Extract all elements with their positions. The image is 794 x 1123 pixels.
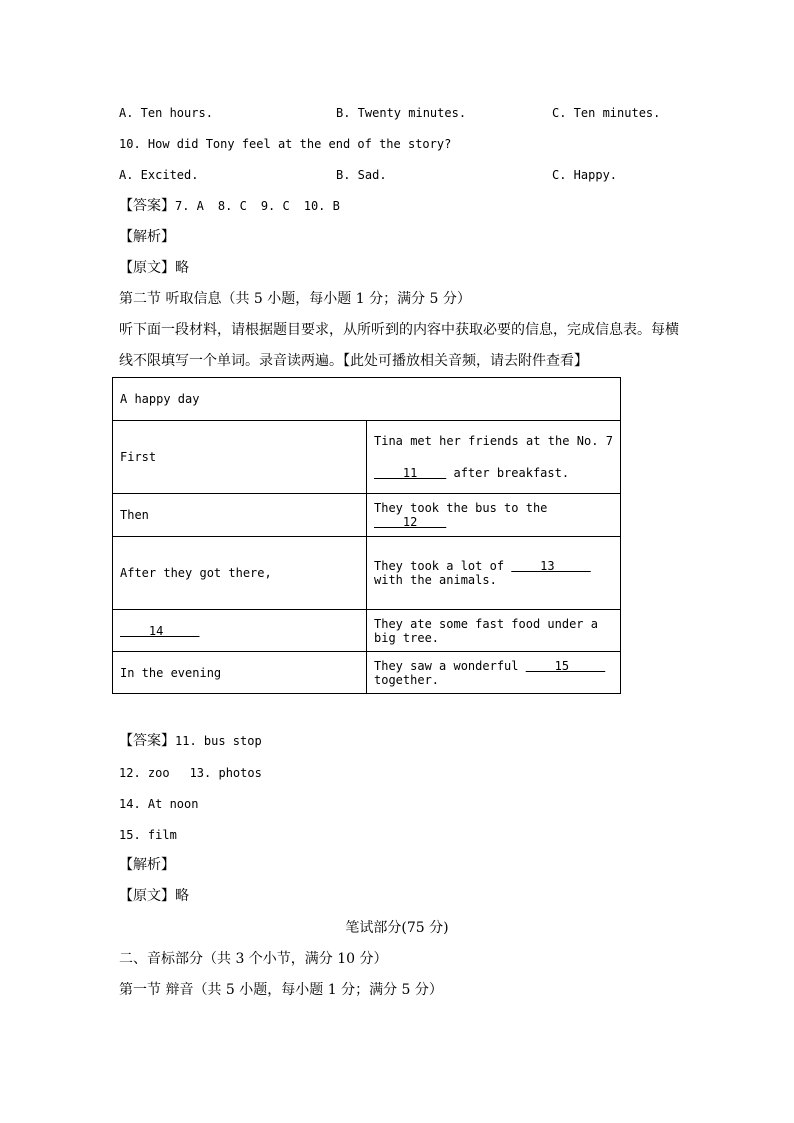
table-row	[113, 537, 621, 610]
fill-blank-14: 14	[120, 623, 200, 638]
section-title: 第二节 听取信息（共 5 小题，每小题 1 分；满分 5 分）	[119, 291, 471, 307]
row-content: They ate some fast food under a big tree.	[367, 610, 621, 652]
row-content	[367, 537, 621, 610]
table-title: A happy day	[113, 378, 621, 421]
q9-option-a: A. Ten hours.	[119, 106, 213, 120]
answer-line-3	[119, 764, 262, 782]
row-label: Then	[113, 494, 367, 537]
q10-option-a: A. Excited.	[119, 168, 199, 182]
analysis-heading: 【解析】	[119, 857, 175, 873]
answer-line-2	[119, 732, 262, 750]
row-content	[367, 421, 621, 494]
analysis-heading: 【解析】	[119, 229, 175, 245]
fill-blank-12: 12	[374, 515, 447, 529]
q9-option-b: B. Twenty minutes.	[336, 106, 467, 120]
row-text: after breakfast.	[446, 466, 570, 480]
answer-tag: 【答案】	[119, 198, 175, 214]
row-label: After they got there,	[113, 537, 367, 610]
table-row	[113, 421, 621, 494]
info-table	[112, 377, 621, 694]
answer-line-1	[119, 197, 340, 215]
answer-item: 12. zoo	[119, 766, 170, 780]
written-part-title: 笔试部分(75 分)	[345, 920, 449, 936]
answer-item: 7. A	[175, 199, 204, 213]
table-row	[113, 652, 621, 694]
row-label: First	[113, 421, 367, 494]
row-text: together.	[374, 672, 440, 687]
part-title: 二、音标部分（共 3 个小节，满分 10 分）	[119, 951, 388, 967]
answer-item: 11. bus stop	[175, 734, 262, 748]
section-title: 第一节 辩音（共 5 小题，每小题 1 分；满分 5 分）	[119, 982, 443, 998]
original-text-heading: 【原文】略	[119, 888, 189, 904]
row-text: Tina met her friends at the No. 7	[374, 434, 613, 448]
row-content	[367, 652, 621, 694]
row-text: They took the bus to the	[374, 501, 548, 515]
answer-item: 14. At noon	[119, 797, 199, 811]
row-label	[113, 610, 367, 652]
q10-option-c: C. Happy.	[552, 168, 618, 182]
instructions-line-1: 听下面一段材料，请根据题目要求，从所听到的内容中获取必要的信息，完成信息表。每横	[119, 322, 679, 338]
answer-tag: 【答案】	[119, 733, 175, 749]
answer-item: 13. photos	[189, 766, 262, 780]
table-row	[113, 610, 621, 652]
row-label: In the evening	[113, 652, 367, 694]
fill-blank-15: 15	[525, 658, 606, 673]
table-row	[113, 494, 621, 537]
answer-item: 10. B	[303, 199, 340, 213]
fill-blank-11: 11	[374, 466, 447, 480]
row-text: with the animals.	[374, 573, 497, 587]
instructions-line-2: 线不限填写一个单词。录音读两遍。【此处可播放相关音频，请去附件查看】	[119, 353, 588, 369]
row-text: They took a lot of	[374, 559, 512, 573]
row-content	[367, 494, 621, 537]
q10-question: 10. How did Tony feel at the end of the story?	[119, 137, 452, 151]
fill-blank-13: 13	[511, 559, 591, 573]
q10-option-b: B. Sad.	[336, 168, 387, 182]
row-text: They saw a wonderful	[374, 658, 526, 673]
answer-item: 8. C	[217, 199, 247, 213]
answer-item: 15. film	[119, 828, 177, 842]
original-text-heading: 【原文】略	[119, 260, 189, 276]
answer-item: 9. C	[260, 199, 290, 213]
q9-option-c: C. Ten minutes.	[552, 106, 661, 120]
table-title-row	[113, 378, 621, 421]
